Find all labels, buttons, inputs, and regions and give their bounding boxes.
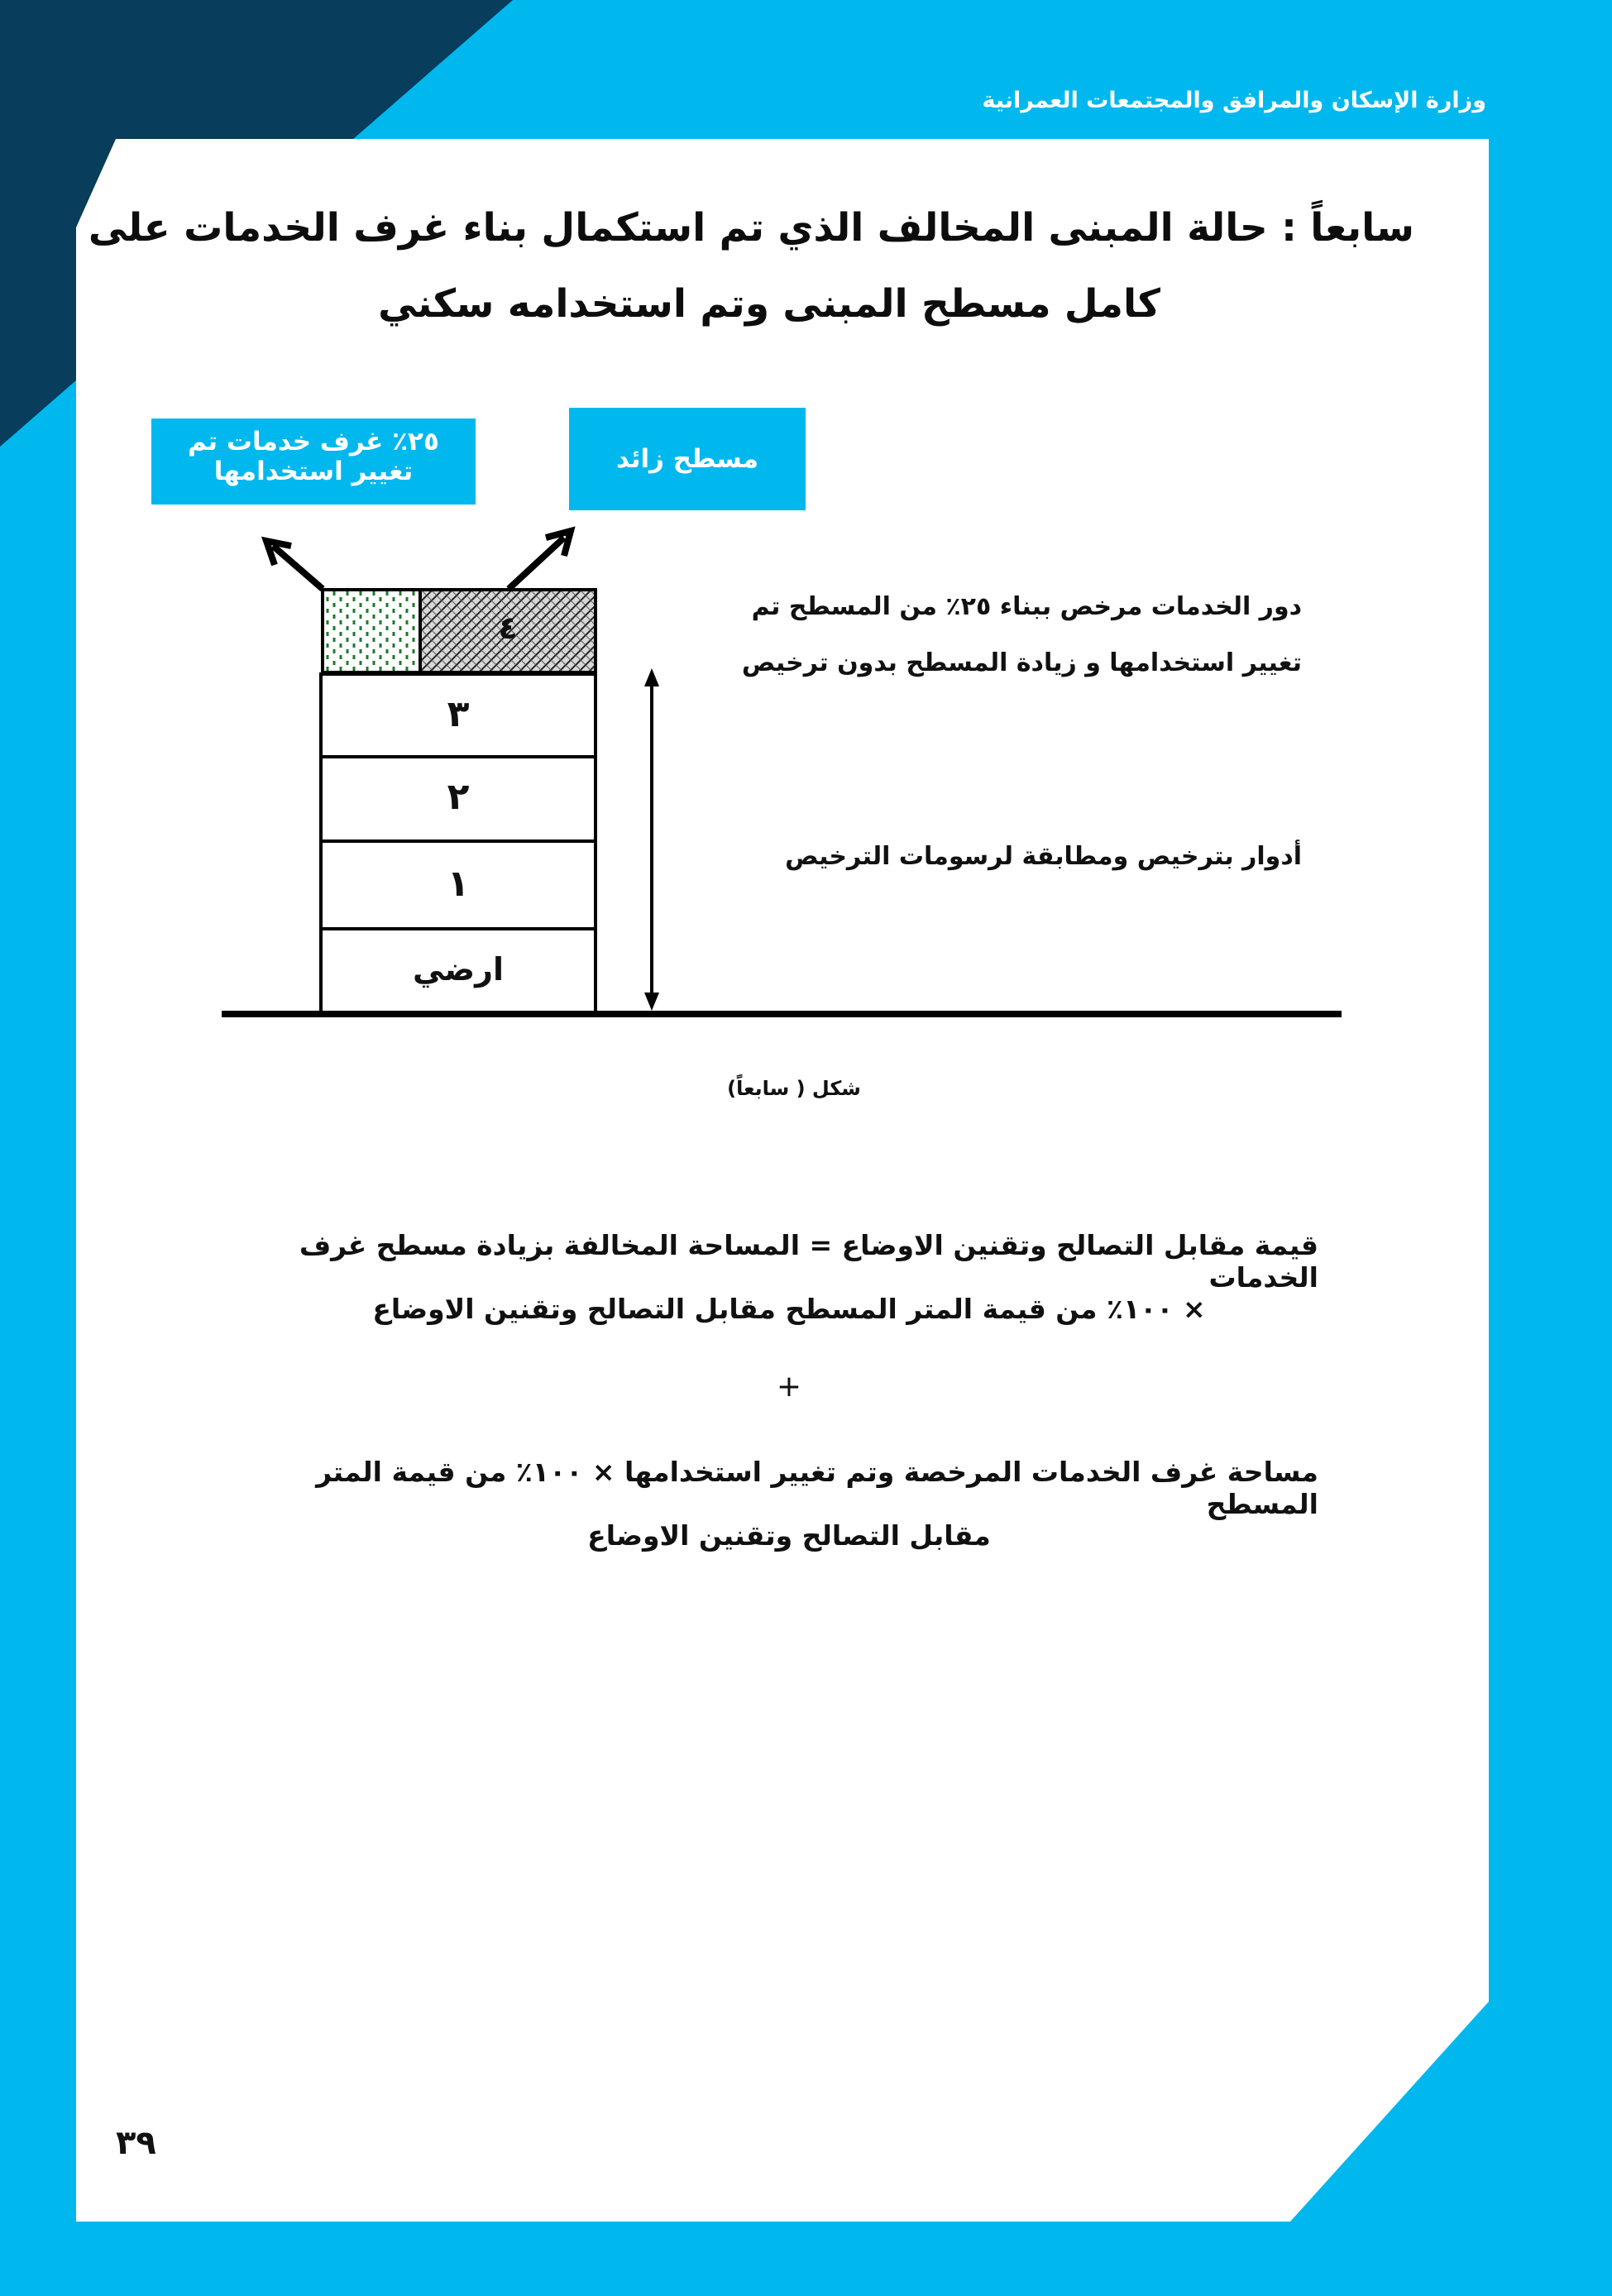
- arrow-to-extra-label: [509, 538, 564, 589]
- arrow-to-service-label: [273, 546, 323, 589]
- roof-service-rooms: [323, 590, 420, 672]
- figure-caption: شكل ( سابعاً): [727, 1077, 861, 1100]
- service-floor-description-line2: تغيير استخدامها و زيادة المسطح بدون ترخيص: [741, 648, 1302, 677]
- floor-number-3: ٣: [447, 693, 470, 735]
- extra-area-label-box: مسطح زائد: [569, 408, 806, 510]
- formula-plus: +: [776, 1370, 802, 1404]
- floor-number-1: ١: [447, 863, 470, 905]
- height-arrow-head-bottom: [644, 993, 659, 1011]
- formula-line4: مقابل التصالح وتقنين الاوضاع: [587, 1519, 991, 1552]
- floor-number-ground: ارضي: [412, 951, 505, 988]
- height-arrow-head-top: [644, 668, 659, 686]
- page-number: ٣٩: [116, 2124, 156, 2162]
- page-title-line1: سابعاً : حالة المبنى المخالف الذي تم استكمال بناء غرف الخدمات على: [88, 205, 1414, 251]
- service-floor-description-line1: دور الخدمات مرخص ببناء ٢٥٪ من المسطح تم: [751, 592, 1302, 621]
- formula-line3: مساحة غرف الخدمات المرخصة وتم تغيير استخدامها × ١٠٠٪ من قيمة المتر المسطح: [316, 1456, 1318, 1520]
- page-title-line2: كامل مسطح المبنى وتم استخدامه سكني: [378, 281, 1160, 327]
- service-rooms-label-line2: تغيير استخدامها: [213, 457, 414, 486]
- service-rooms-label-line1: ٢٥٪ غرف خدمات تم: [188, 427, 439, 457]
- licensed-floors-description: أدوار بترخيص ومطابقة لرسومات الترخيص: [785, 842, 1302, 871]
- formula-line2: × ١٠٠٪ من قيمة المتر المسطح مقابل التصالح وتقنين الاوضاع: [372, 1293, 1206, 1325]
- floor-number-2: ٢: [447, 776, 470, 818]
- floor-number-4: ٤: [498, 610, 518, 646]
- formula-line1: قيمة مقابل التصالح وتقنين الاوضاع = المساحة المخالفة بزيادة مسطح غرف الخدمات: [299, 1229, 1318, 1294]
- ministry-header: وزارة الإسكان والمرافق والمجتمعات العمرانية: [982, 88, 1486, 113]
